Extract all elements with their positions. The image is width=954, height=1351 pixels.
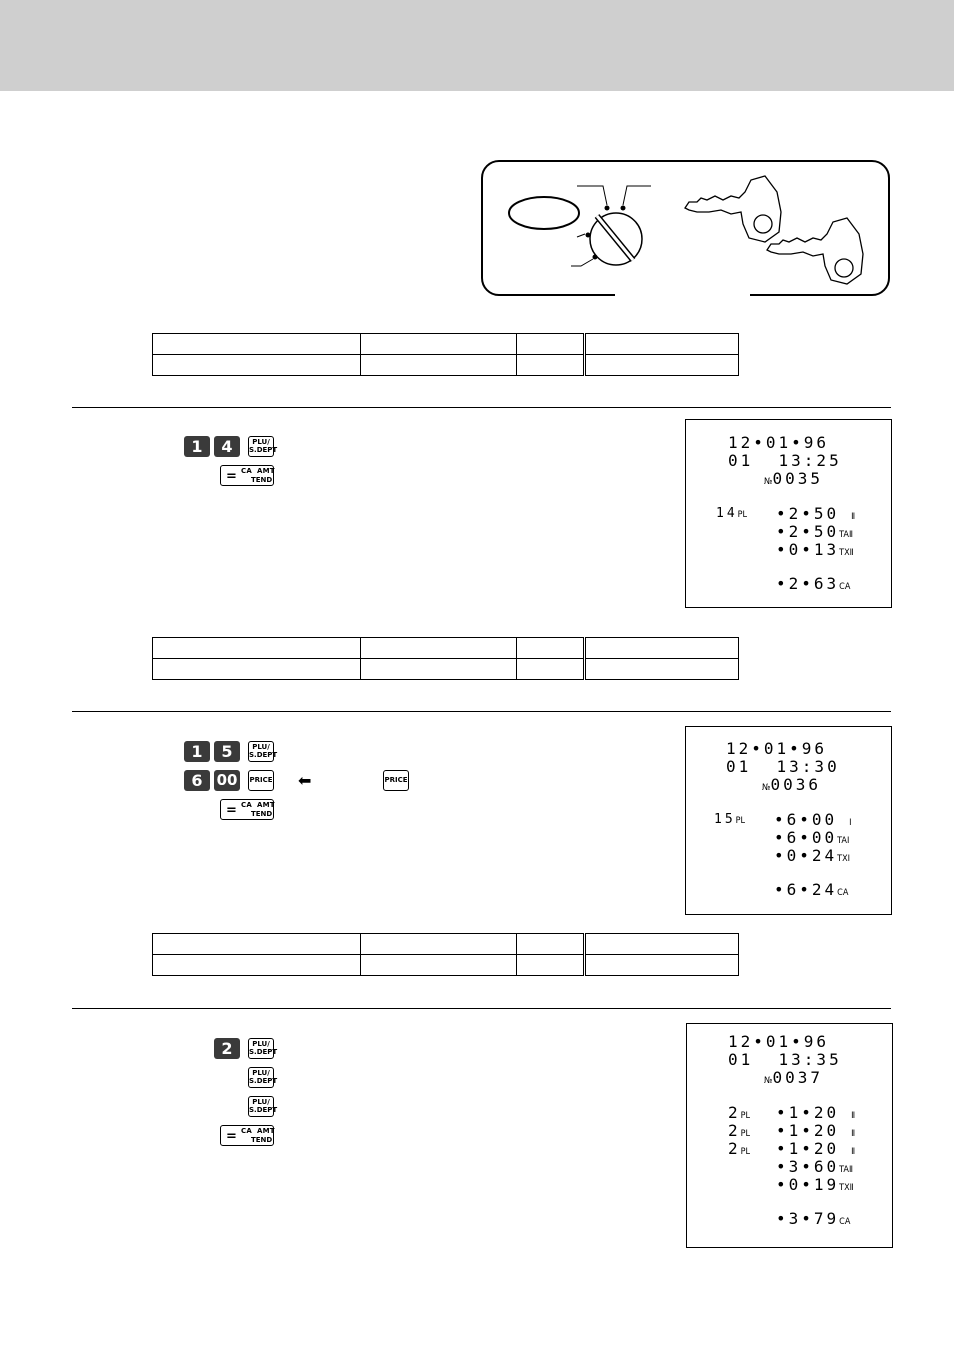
key-6: 6 — [184, 770, 210, 791]
key-1: 1 — [184, 436, 210, 457]
plu-key-label-bottom: S.DEPT — [249, 445, 278, 454]
item-price-value: •1•20 — [776, 1103, 840, 1122]
plu-key-label-top: PLU/ — [252, 1098, 270, 1106]
header-band — [0, 0, 954, 91]
receipt-time: 01 13:35 — [728, 1050, 842, 1069]
key-1: 1 — [184, 741, 210, 762]
key-icon — [685, 176, 781, 242]
receipt-1 — [685, 419, 892, 608]
item-pl: PL — [740, 1129, 751, 1139]
item-qty: 15 — [714, 812, 736, 827]
item-pl: PL — [737, 510, 748, 520]
ca-amt-tend-key — [220, 1125, 274, 1146]
total-amount: •2•63 — [776, 574, 840, 593]
item-price-value: •1•20 — [776, 1121, 840, 1140]
panel-gap — [615, 294, 750, 298]
no-mark: № — [764, 1076, 773, 1086]
mode-switch-panel — [481, 160, 890, 296]
ta-mark: TA — [837, 836, 847, 846]
condition-table — [152, 637, 739, 680]
item-tax: Ⅱ — [851, 1147, 856, 1157]
plu-key — [248, 1038, 278, 1059]
ca-label: CA — [241, 467, 252, 475]
tx-tax: Ⅱ — [849, 1183, 854, 1193]
total-amount: •3•79 — [776, 1209, 840, 1228]
ca-label: CA — [241, 1127, 252, 1135]
tend-label: TEND — [251, 810, 273, 818]
item-qty: 14 — [716, 506, 738, 521]
amt-label: AMT — [257, 467, 275, 475]
item-pl: PL — [740, 1111, 751, 1121]
tx-tax: Ⅰ — [847, 854, 851, 864]
item-tax: Ⅱ — [851, 1111, 856, 1121]
ta-amount: •2•50 — [776, 522, 840, 541]
item-line — [716, 505, 747, 524]
total-line — [776, 575, 850, 596]
equals-label: = — [226, 803, 237, 818]
receipt-time: 01 13:25 — [728, 451, 842, 470]
equals-label: = — [226, 1129, 237, 1144]
no-mark: № — [762, 783, 771, 793]
tx-amount: •0•13 — [776, 540, 840, 559]
tx-amount: •0•24 — [774, 846, 838, 865]
key-2: 2 — [214, 1038, 240, 1059]
plu-key — [248, 741, 278, 762]
receipt-number-value: 0036 — [770, 775, 821, 794]
section-divider — [72, 407, 891, 408]
tx-line — [776, 541, 854, 562]
receipt-date: 12•01•96 — [726, 739, 828, 758]
price-key-label: PRICE — [384, 775, 408, 784]
total-mark: CA — [839, 582, 851, 592]
plu-key-label-bottom: S.DEPT — [249, 1105, 278, 1114]
item-tax: Ⅱ — [851, 1129, 856, 1139]
plu-key-label-bottom: S.DEPT — [249, 1076, 278, 1085]
tx-mark: TX — [839, 548, 850, 558]
plu-key-label-top: PLU/ — [252, 438, 270, 446]
receipt-number — [762, 776, 821, 797]
receipt-number — [764, 1069, 823, 1090]
ta-mark: TA — [839, 1165, 849, 1175]
receipt-time: 01 13:30 — [726, 757, 840, 776]
receipt-2 — [685, 726, 892, 915]
item-tax: Ⅱ — [851, 512, 856, 522]
total-mark: CA — [837, 888, 849, 898]
no-mark: № — [764, 477, 773, 487]
ta-amount: •6•00 — [774, 828, 838, 847]
receipt-number — [764, 470, 823, 491]
section-divider — [72, 1008, 891, 1009]
price-key-label: PRICE — [249, 775, 273, 784]
plu-key — [248, 1096, 278, 1117]
tx-amount: •0•19 — [776, 1175, 840, 1194]
mode-switch-icon — [483, 162, 892, 298]
price-key-reference — [383, 770, 409, 791]
ca-label: CA — [241, 801, 252, 809]
key-icon — [767, 218, 863, 284]
amt-label: AMT — [257, 1127, 275, 1135]
tend-label: TEND — [251, 1136, 273, 1144]
price-key — [248, 770, 274, 791]
ta-tax: Ⅱ — [848, 530, 853, 540]
total-line — [774, 881, 848, 902]
plu-key-label-bottom: S.DEPT — [249, 1047, 278, 1056]
tx-line — [774, 847, 850, 868]
item-qty: 2 — [728, 1139, 741, 1158]
section-divider — [72, 711, 891, 712]
tx-tax: Ⅱ — [849, 548, 854, 558]
item-line — [728, 1140, 750, 1161]
item-price-value: •1•20 — [776, 1139, 840, 1158]
key-4: 4 — [214, 436, 240, 457]
receipt-date: 12•01•96 — [728, 433, 830, 452]
amt-label: AMT — [257, 801, 275, 809]
condition-table — [152, 933, 739, 976]
item-tax: Ⅰ — [849, 818, 852, 828]
receipt-number-value: 0035 — [772, 469, 823, 488]
ca-amt-tend-key — [220, 799, 274, 820]
plu-key-label-top: PLU/ — [252, 1069, 270, 1077]
arrow-left-icon: ⬅ — [298, 771, 312, 790]
receipt-number-value: 0037 — [772, 1068, 823, 1087]
item-price-value: •6•00 — [774, 810, 838, 829]
item-price-value: •2•50 — [776, 504, 840, 523]
ta-tax: Ⅰ — [846, 836, 850, 846]
item-pl: PL — [735, 816, 746, 826]
item-pl: PL — [740, 1147, 751, 1157]
plu-key-label-bottom: S.DEPT — [249, 750, 278, 759]
plu-key — [248, 1067, 278, 1088]
key-00: 00 — [214, 770, 240, 791]
key-5: 5 — [214, 741, 240, 762]
tx-mark: TX — [837, 854, 848, 864]
total-mark: CA — [839, 1217, 851, 1227]
receipt-3 — [686, 1023, 893, 1248]
item-qty: 2 — [728, 1103, 741, 1122]
ta-tax: Ⅱ — [848, 1165, 853, 1175]
ta-mark: TA — [839, 530, 849, 540]
tend-label: TEND — [251, 476, 273, 484]
plu-key-label-top: PLU/ — [252, 743, 270, 751]
equals-label: = — [226, 469, 237, 484]
ca-amt-tend-key — [220, 465, 274, 486]
total-amount: •6•24 — [774, 880, 838, 899]
item-line — [714, 811, 745, 830]
plu-key — [248, 436, 278, 457]
plu-key-label-top: PLU/ — [252, 1040, 270, 1048]
total-line — [776, 1210, 850, 1231]
tx-line — [776, 1176, 854, 1197]
receipt-date: 12•01•96 — [728, 1032, 830, 1051]
ta-amount: •3•60 — [776, 1157, 840, 1176]
item-qty: 2 — [728, 1121, 741, 1140]
condition-table — [152, 333, 739, 376]
tx-mark: TX — [839, 1183, 850, 1193]
